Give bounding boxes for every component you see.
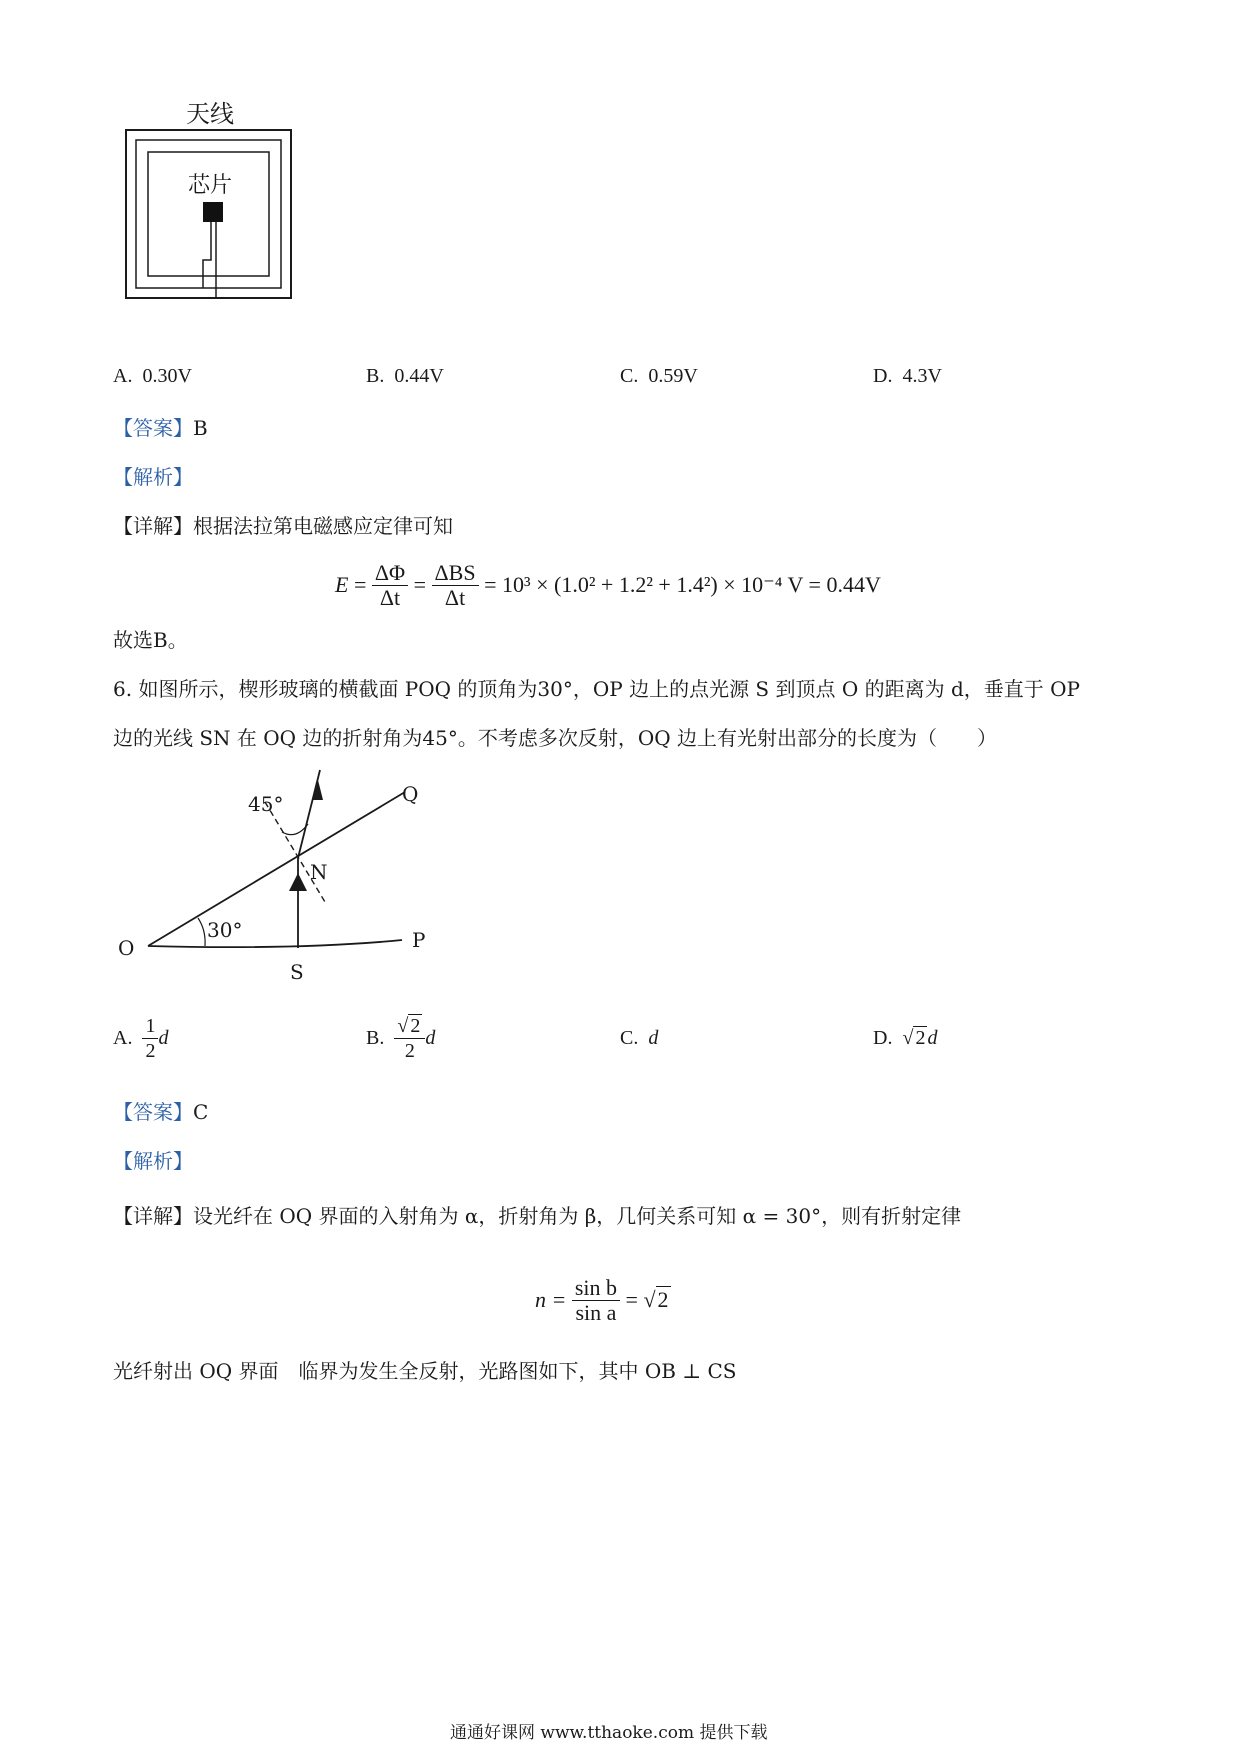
q5-conclusion: 故选B。 (113, 628, 188, 652)
q6-stem-line2: 边的光线 SN 在 OQ 边的折射角为45°。不考虑多次反射，OQ 边上有光射出部分的长度为（ ） (113, 726, 998, 750)
q5-formula: E = $\frac{\Delta\Phi}{\Delta t}$ = $\frac{\text{ΔBS}}{\Delta t}$ = 10³ × (1.0² + 1.2² + 1.4²) × 10⁻⁴ V = 0.44V (335, 559, 881, 610)
q6-stem-line1: 6. 如图所示，楔形玻璃的横截面 POQ 的顶角为30°，OP 边上的点光源 S 到顶点 O 的距离为 d，垂直于 OP (113, 677, 1080, 701)
q6-formula: n = $\frac{\text{sin b}}{\text{sin a}}$ = √2 (535, 1274, 669, 1325)
chip-label: 芯片 (188, 173, 233, 198)
antenna-figure (118, 92, 338, 342)
q5-detail: 【详解】根据法拉第电磁感应定律可知 (113, 514, 453, 538)
wedge-figure (110, 762, 450, 994)
q5-option-a[interactable]: A. 0.30V (113, 365, 192, 387)
q5-analysis-tag: 【解析】 (113, 465, 193, 489)
q-label: Q (402, 782, 419, 806)
p-label: P (412, 928, 426, 952)
q6-detail: 【详解】设光纤在 OQ 界面的入射角为 α，折射角为 β，几何关系可知 α = 30°，则有折射定律 (113, 1204, 962, 1228)
angle-45-label: 45° (248, 792, 284, 816)
q6-option-d[interactable]: D. √ 2 d (873, 1026, 938, 1049)
q6-option-b[interactable]: B. $\frac{√ 2}{2}$ d (366, 1014, 436, 1062)
q5-option-b[interactable]: B. 0.44V (366, 365, 444, 387)
antenna-label: 天线 (186, 100, 234, 128)
s-label: S (290, 960, 304, 984)
q5-option-c[interactable]: C. 0.59V (620, 365, 698, 387)
q6-answer: 【答案】C (113, 1100, 209, 1124)
q5-answer: 【答案】B (113, 416, 208, 440)
angle-30-label: 30° (207, 918, 243, 942)
page-footer: 通通好课网 www.tthaoke.com 提供下载 (450, 1723, 768, 1743)
q6-option-a[interactable]: A. $\frac{1}{2}$ d (113, 1014, 169, 1062)
n-label: N (310, 860, 328, 884)
q6-last-line: 光纤射出 OQ 界面 临界为发生全反射，光路图如下，其中 OB ⊥ CS (113, 1359, 737, 1383)
antenna-diagram (118, 92, 338, 342)
o-label: O (118, 936, 135, 960)
q5-option-d[interactable]: D. 4.3V (873, 365, 942, 387)
q6-option-c[interactable]: C. d (620, 1026, 659, 1049)
q6-analysis-tag: 【解析】 (113, 1149, 193, 1173)
